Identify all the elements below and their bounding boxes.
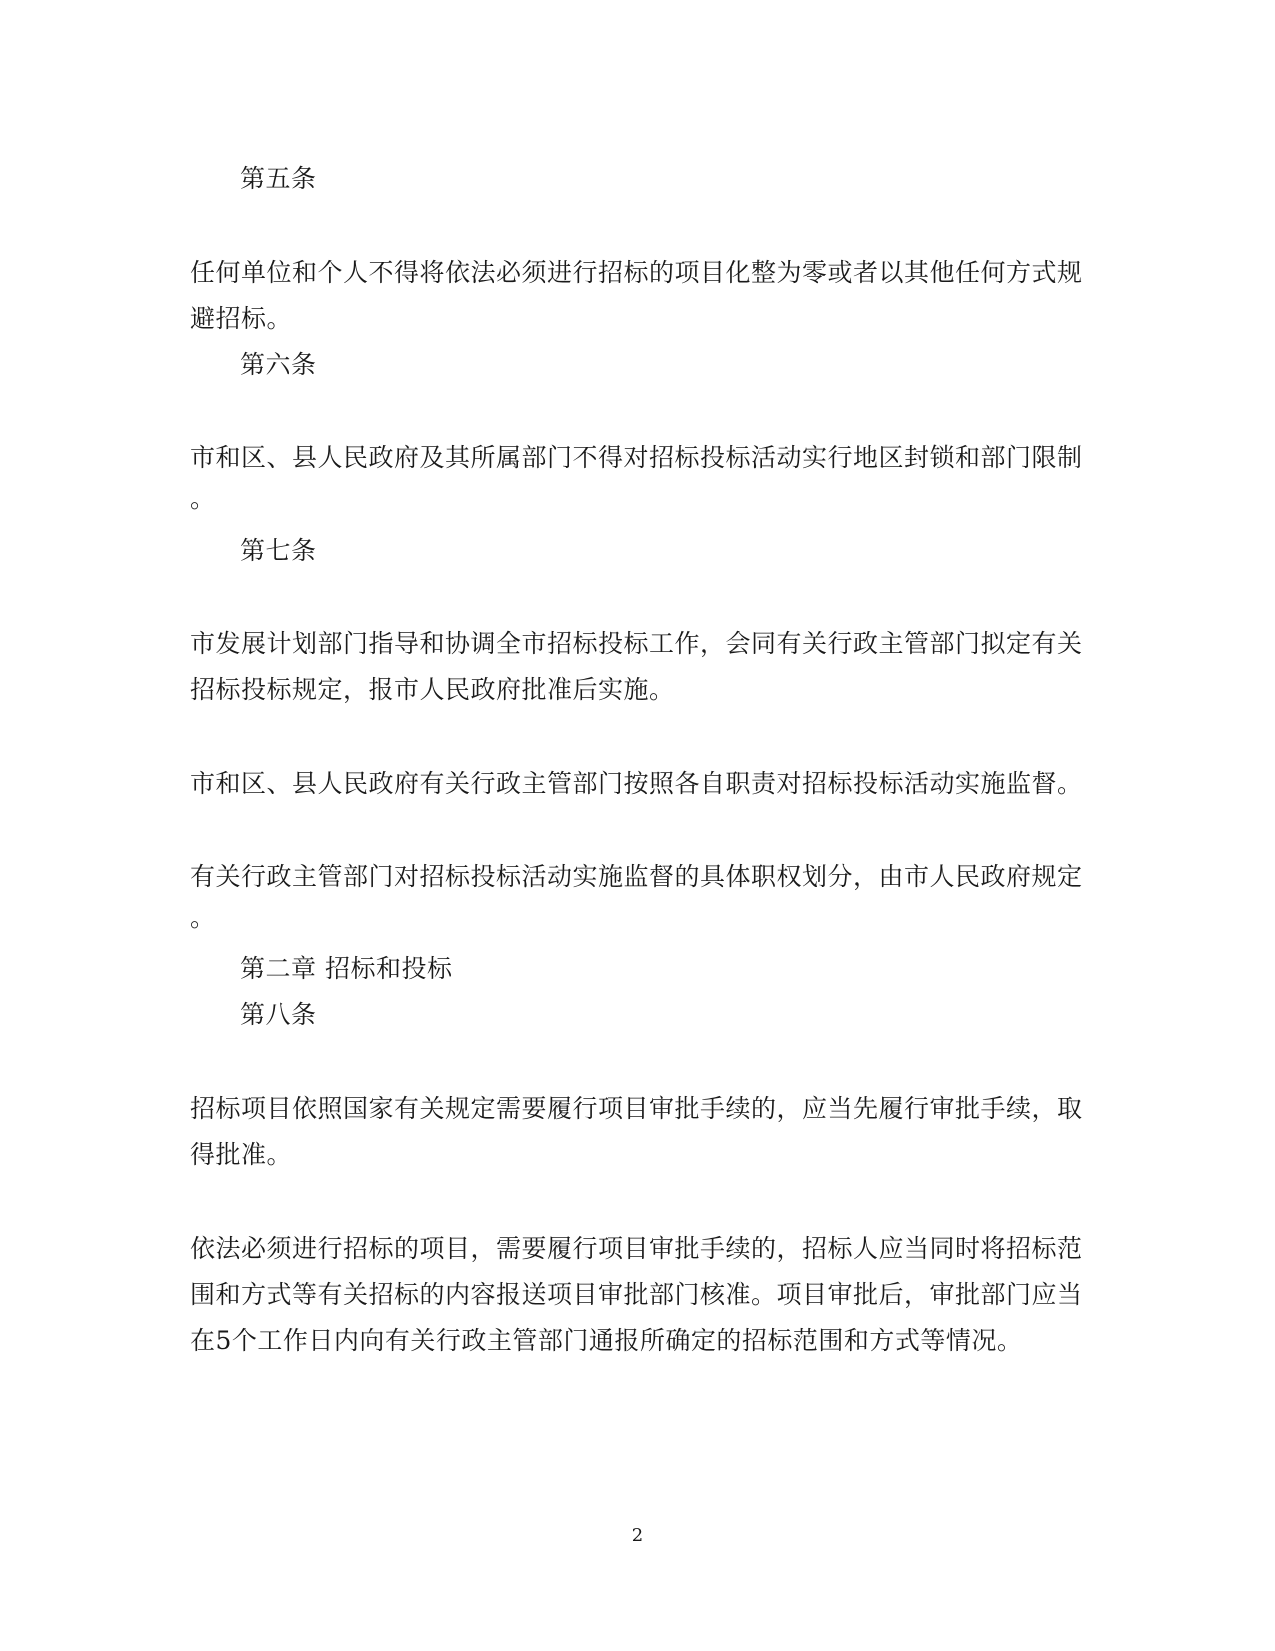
article-6-heading: 第六条 <box>240 350 317 379</box>
page-number: 2 <box>631 1525 644 1546</box>
article-5-heading: 第五条 <box>240 164 317 193</box>
paragraph-line: 市和区、县人民政府有关行政主管部门按照各自职责对招标投标活动实施监督。 <box>190 769 1083 798</box>
paragraph-line: 市和区、县人民政府及其所属部门不得对招标投标活动实行地区封锁和部门限制 <box>190 443 1083 472</box>
paragraph-line: 任何单位和个人不得将依法必须进行招标的项目化整为零或者以其他任何方式规 <box>190 258 1083 287</box>
paragraph-line: 依法必须进行招标的项目，需要履行项目审批手续的，招标人应当同时将招标范 <box>190 1234 1083 1263</box>
paragraph-line: 。 <box>190 484 216 513</box>
paragraph-line: 市发展计划部门指导和协调全市招标投标工作，会同有关行政主管部门拟定有关 <box>190 629 1083 658</box>
article-7-heading: 第七条 <box>240 536 317 565</box>
paragraph-line: 有关行政主管部门对招标投标活动实施监督的具体职权划分，由市人民政府规定 <box>190 862 1083 891</box>
paragraph-line: 。 <box>190 903 216 932</box>
article-8-heading: 第八条 <box>240 1000 317 1029</box>
paragraph-line: 避招标。 <box>190 304 293 333</box>
paragraph-line: 在5个工作日内向有关行政主管部门通报所确定的招标范围和方式等情况。 <box>190 1326 1023 1355</box>
paragraph-line: 招标项目依照国家有关规定需要履行项目审批手续的，应当先履行审批手续，取 <box>190 1094 1083 1123</box>
chapter-2-heading: 第二章 招标和投标 <box>240 954 453 983</box>
paragraph-line: 得批准。 <box>190 1140 293 1169</box>
paragraph-line: 招标投标规定，报市人民政府批准后实施。 <box>190 675 675 704</box>
paragraph-line: 围和方式等有关招标的内容报送项目审批部门核准。项目审批后，审批部门应当 <box>190 1280 1083 1309</box>
